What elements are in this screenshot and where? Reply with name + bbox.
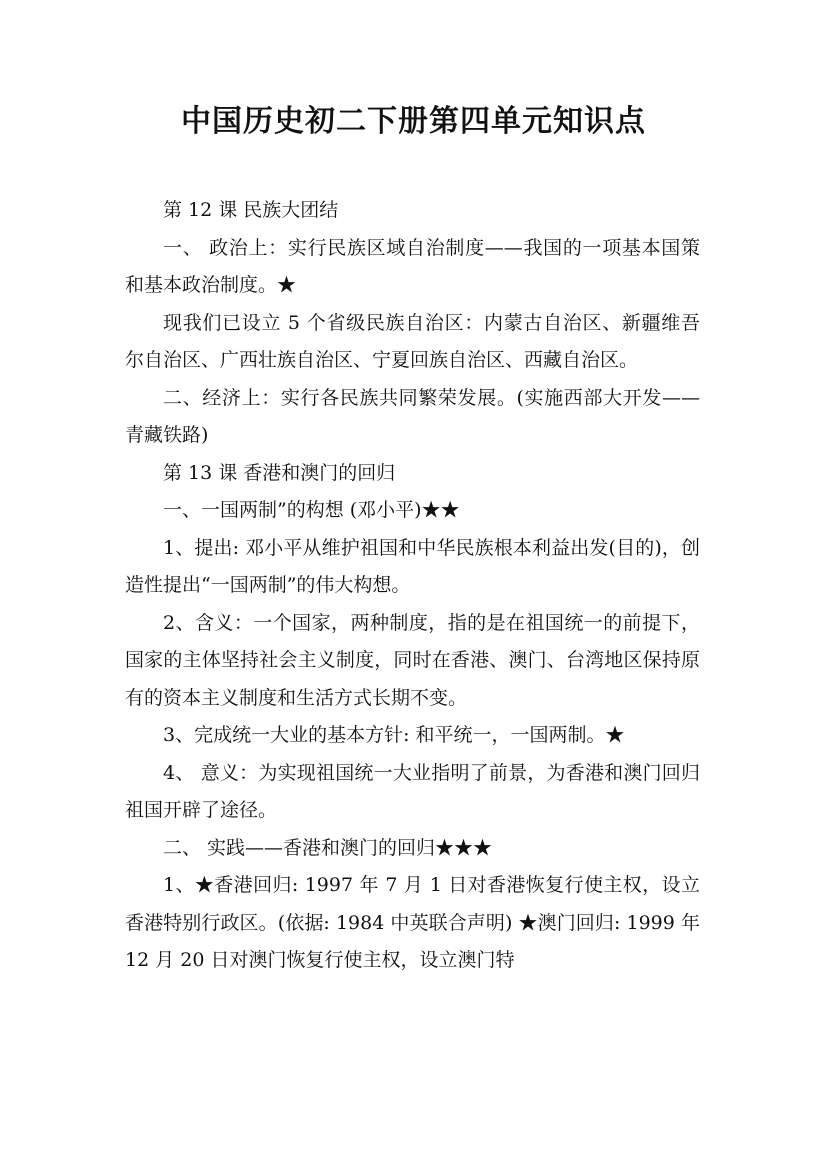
paragraph-economic: 二、经济上：实行各民族共同繁荣发展。(实施西部大开发——青藏铁路): [125, 386, 700, 446]
paragraph-autonomous-regions: 现我们已设立 5 个省级民族自治区：内蒙古自治区、新疆维吾尔自治区、广西壮族自治区、宁夏回族自治区、西藏自治区。: [125, 311, 700, 371]
paragraph-meaning: 2、含义：一个国家，两种制度，指的是在祖国统一的前提下，国家的主体坚持社会主义制度，同时在香港、澳门、台湾地区保持原有的资本主义制度和生活方式长期不变。: [125, 611, 700, 709]
lesson-13-heading: 第 13 课 香港和澳门的回归: [163, 461, 396, 484]
document-body: [125, 192, 700, 980]
paragraph-proposal: 1、提出: 邓小平从维护祖国和中华民族根本利益出发(目的)，创造性提出“一国两制”的伟大构想。: [125, 536, 700, 596]
paragraph-significance: 4、 意义：为实现祖国统一大业指明了前景，为香港和澳门回归祖国开辟了途径。: [125, 761, 700, 821]
paragraph-return: 1、★香港回归: 1997 年 7 月 1 日对香港恢复行使主权，设立香港特别行政区。(依据: 1984 中英联合声明) ★澳门回归: 1999 年 12 月 20 日对澳门恢复行使主权，设立澳门特: [125, 874, 700, 971]
section-one-country-two-systems: 一、一国两制”的构想 (邓小平)★★: [163, 499, 460, 521]
paragraph-political: 一、 政治上：实行民族区域自治制度——我国的一项基本国策和基本政治制度。★: [125, 236, 700, 296]
section-practice: 二、 实践——香港和澳门的回归★★★: [163, 836, 493, 859]
document-title: 中国历史初二下册第四单元知识点: [181, 104, 646, 139]
paragraph-basic-policy: 3、完成统一大业的基本方针: 和平统一，一国两制。★: [163, 724, 625, 746]
lesson-12-heading: 第 12 课 民族大团结: [163, 199, 339, 221]
